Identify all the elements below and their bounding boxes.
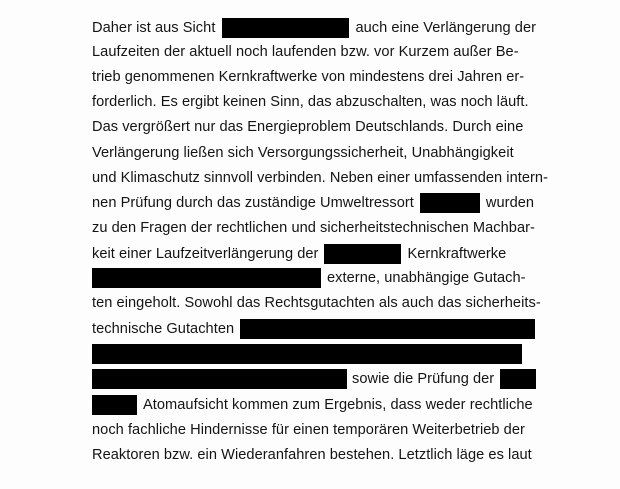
text-line <box>92 142 514 164</box>
text-line <box>92 419 525 441</box>
text-line <box>92 17 536 39</box>
text-fragment: Verlängerung ließen sich Versorgungssicherheit, Unabhängigkeit <box>92 145 514 161</box>
text-fragment: nen Prüfung durch das zuständige Umweltressort <box>92 195 414 211</box>
text-line <box>92 267 526 289</box>
redaction-bar <box>240 319 535 339</box>
text-fragment: sowie die Prüfung der <box>352 371 495 387</box>
text-line <box>92 192 534 214</box>
text-line <box>92 368 536 390</box>
redaction-bar <box>420 193 480 213</box>
text-line <box>92 66 524 88</box>
text-line <box>92 292 541 314</box>
text-fragment: auch eine Verlängerung der <box>355 20 537 36</box>
text-line <box>92 91 529 113</box>
text-line <box>92 41 519 63</box>
text-fragment: externe, unabhängige Gutach- <box>327 270 526 286</box>
text-fragment: forderlich. Es ergibt keinen Sinn, das abzuschalten, was noch läuft. <box>92 94 529 110</box>
text-fragment: zu den Fragen der rechtlichen und sicherheitstechnischen Machbar- <box>92 220 535 236</box>
text-line <box>92 243 506 265</box>
redaction-bar <box>222 18 349 38</box>
text-line <box>92 116 523 138</box>
text-fragment: noch fachliche Hindernisse für einen temporären Weiterbetrieb der <box>92 422 525 438</box>
text-fragment: ten eingeholt. Sowohl das Rechtsgutachten als auch das sicherheits- <box>92 295 541 311</box>
text-fragment: technische Gutachten <box>92 321 235 337</box>
text-line <box>92 444 532 466</box>
text-line <box>92 318 535 340</box>
redaction-bar <box>324 244 401 264</box>
text-line <box>92 394 533 416</box>
text-fragment: keit einer Laufzeitverlängerung der <box>92 246 319 262</box>
text-fragment: Reaktoren bzw. ein Wiederanfahren bestehen. Letztlich läge es laut <box>92 447 532 463</box>
text-fragment: wurden <box>485 195 535 211</box>
redaction-bar <box>92 268 321 288</box>
text-fragment: trieb genommenen Kernkraftwerke von mindestens drei Jahren er- <box>92 69 525 85</box>
text-fragment: Das vergrößert nur das Energieproblem Deutschlands. Durch eine <box>92 119 524 135</box>
redaction-bar <box>92 369 347 389</box>
redaction-bar <box>92 395 137 415</box>
redaction-bar <box>92 344 522 364</box>
text-fragment: Laufzeiten der aktuell noch laufenden bzw. vor Kurzem außer Be- <box>92 44 519 60</box>
text-fragment: Kernkraftwerke <box>407 246 507 262</box>
text-line <box>92 343 522 365</box>
redaction-bar <box>500 369 536 389</box>
text-fragment: und Klimaschutz sinnvoll verbinden. Neben einer umfassenden intern- <box>92 170 549 186</box>
text-fragment: Daher ist aus Sicht <box>92 20 216 36</box>
text-line <box>92 167 548 189</box>
text-fragment: Atomaufsicht kommen zum Ergebnis, dass weder rechtliche <box>143 397 533 413</box>
text-line <box>92 217 535 239</box>
